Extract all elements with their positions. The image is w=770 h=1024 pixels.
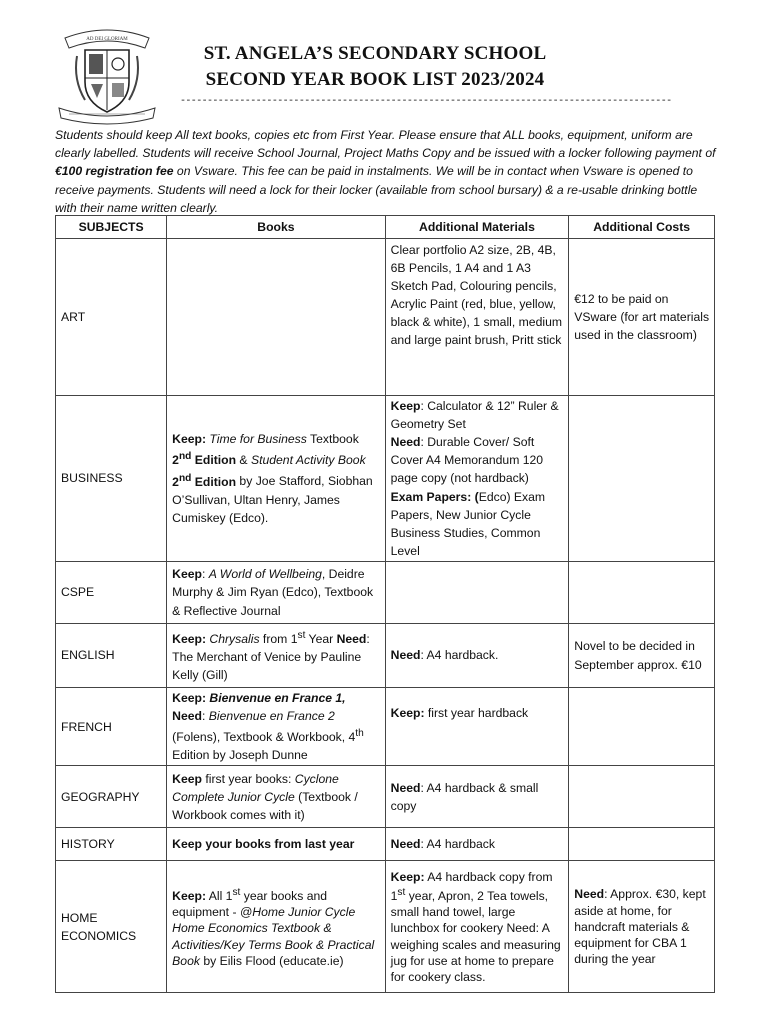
registration-fee: €100 registration fee (55, 164, 174, 179)
table-row-french (56, 688, 715, 766)
materials-cell (385, 562, 569, 624)
divider-rule: ------------------------------------------------------------------------------------------- (180, 96, 672, 107)
book-list-table (55, 215, 715, 993)
books-cell: Keep: Bienvenue en France 1, Need: Bienvenue en France 2 (Folens), Textbook & Workbook, 4th Edition by Joseph Dunne (167, 688, 385, 766)
school-crest-logo (55, 20, 159, 124)
subject-cell: HISTORY (56, 828, 167, 861)
books-cell: Keep: Time for Business Textbook 2nd Edition & Student Activity Book 2nd Edition by Joe Stafford, Siobhan O’Sullivan, Ultan Henry, James Cumiskey (Edco). (167, 396, 385, 562)
table-row-history (56, 828, 715, 861)
school-name: ST. ANGELA’S SECONDARY SCHOOL (203, 43, 547, 64)
subject-cell: HOME ECONOMICS (56, 861, 167, 993)
header-subjects: SUBJECTS (56, 216, 167, 239)
materials-cell: Keep: A4 hardback copy from 1st year, Apron, 2 Tea towels, small hand towel, large lunchbox for cookery Need: A weighing scales and measuring jug for use at home to prepare for cookery class. (385, 861, 569, 993)
table-row-business (56, 396, 715, 562)
header-books: Books (167, 216, 385, 239)
materials-cell: Need: A4 hardback & small copy (385, 766, 569, 828)
books-cell: Keep: All 1st year books and equipment - @Home Junior Cycle Home Economics Textbook & Activities/Key Terms Book & Practical Book by Eilis Flood (educate.ie) (167, 861, 385, 993)
costs-cell (569, 766, 715, 828)
subject-cell: ENGLISH (56, 624, 167, 688)
table-row-geography (56, 766, 715, 828)
costs-cell (569, 396, 715, 562)
books-cell: Keep first year books: Cyclone Complete Junior Cycle (Textbook / Workbook comes with it) (167, 766, 385, 828)
header-additional-costs: Additional Costs (569, 216, 715, 239)
intro-paragraph: Students should keep All text books, copies etc from First Year. Please ensure that ALL books, equipment, uniform are clearly labelled. Students will receive School Journal, Project Maths Copy and be issued with a locker following payment of €100 registration fee on Vsware. This fee can be paid in instalments. We will be in contact when Vsware is opened to receive payments. Students will need a lock for their locker (available from school bursary) & a re-usable drinking bottle with their name written clearly. (55, 128, 716, 215)
materials-cell: Keep: Calculator & 12” Ruler & Geometry Set Need: Durable Cover/ Soft Cover A4 Memorandum 120 page copy (not hardback) Exam Papers: (Edco) Exam Papers, New Junior Cycle Business Studies, Common Level (385, 396, 569, 562)
header-additional-materials: Additional Materials (385, 216, 569, 239)
materials-cell: Clear portfolio A2 size, 2B, 4B, 6B Pencils, 1 A4 and 1 A3 Sketch Pad, Colouring pencils, Acrylic Paint (red, blue, yellow, black & white), 1 small, medium and large paint brush, Pritt stick (385, 239, 569, 396)
subject-cell: BUSINESS (56, 396, 167, 562)
subject-cell: FRENCH (56, 688, 167, 766)
costs-cell: Need: Approx. €30, kept aside at home, for handcraft materials & equipment for CBA 1 during the year (569, 861, 715, 993)
subject-cell: ART (56, 239, 167, 396)
books-cell: Keep: A World of Wellbeing, Deidre Murphy & Jim Ryan (Edco), Textbook & Reflective Journal (167, 562, 385, 624)
book-list-title: SECOND YEAR BOOK LIST 2023/2024 (205, 69, 545, 90)
costs-cell (569, 562, 715, 624)
costs-cell: €12 to be paid on VSware (for art materials used in the classroom) (569, 239, 715, 396)
books-cell (167, 239, 385, 396)
books-cell: Keep your books from last year (167, 828, 385, 861)
books-cell: Keep: Chrysalis from 1st Year Need: The Merchant of Venice by Pauline Kelly (Gill) (167, 624, 385, 688)
materials-cell: Need: A4 hardback. (385, 624, 569, 688)
table-row-cspe (56, 562, 715, 624)
costs-cell (569, 688, 715, 766)
subject-cell: CSPE (56, 562, 167, 624)
materials-cell: Keep: first year hardback (385, 688, 569, 766)
subject-cell: GEOGRAPHY (56, 766, 167, 828)
costs-cell (569, 828, 715, 861)
table-row-home-economics (56, 861, 715, 993)
table-header-row (56, 216, 715, 239)
table-row-art (56, 239, 715, 396)
materials-cell: Need: A4 hardback (385, 828, 569, 861)
costs-cell: Novel to be decided in September approx. €10 (569, 624, 715, 688)
table-row-english (56, 624, 715, 688)
svg-text:AD DEI GLORIAM: AD DEI GLORIAM (86, 37, 128, 42)
